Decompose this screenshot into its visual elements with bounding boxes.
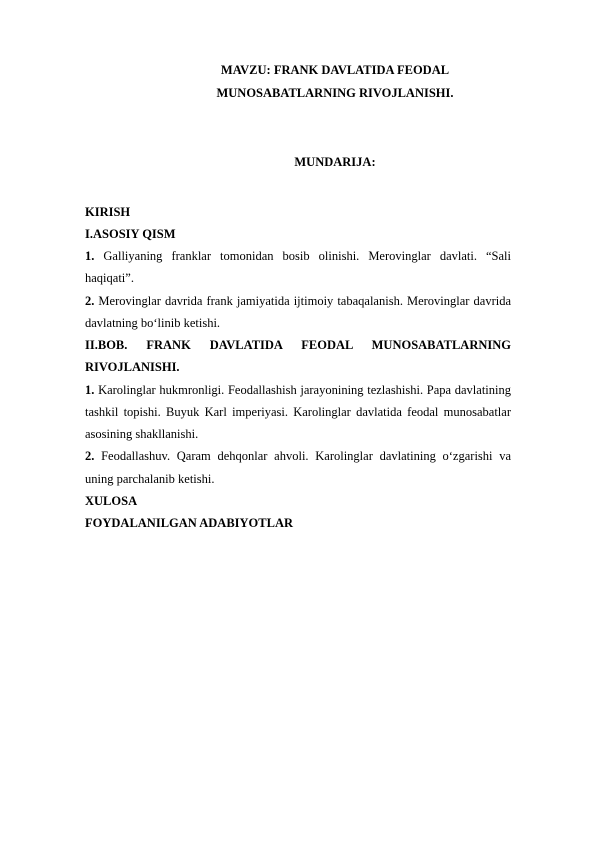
- toc-part1-heading: I.ASOSIY QISM: [85, 227, 176, 241]
- toc-item2-number: 2.: [85, 294, 95, 308]
- toc-item4-line2: uning parchalanib ketishi.: [85, 472, 215, 486]
- toc-item3-line3: asosining shakllanishi.: [85, 427, 199, 441]
- toc-item4-text: Feodallashuv. Qaram dehqonlar ahvoli. Karolinglar davlatining o‘zgarishi va: [101, 449, 512, 463]
- toc-item2-line2: davlatning bo‘linib ketishi.: [85, 316, 221, 330]
- toc-chapter2-line1: II.BOB. FRANK DAVLATIDA FEODAL MUNOSABATLARNING: [85, 338, 511, 352]
- contents-heading: MUNDARIJA:: [294, 155, 376, 169]
- toc-item1-text: Galliyaning franklar tomonidan bosib olinishi. Merovinglar davlati. “Sali: [103, 249, 511, 263]
- toc-references: FOYDALANILGAN ADABIYOTLAR: [85, 516, 294, 530]
- toc-chapter2-line2: RIVOJLANISHI.: [85, 360, 180, 374]
- toc-intro: KIRISH: [85, 205, 131, 219]
- toc-conclusion: XULOSA: [85, 494, 138, 508]
- toc-item4-line1: [85, 448, 511, 464]
- toc-item3-number: 1.: [85, 383, 95, 397]
- toc-item1-line2: haqiqati”.: [85, 271, 134, 285]
- toc-item1-number: 1.: [85, 249, 95, 263]
- toc-item2-text: Merovinglar davrida frank jamiyatida ijtimoiy tabaqalanish. Merovinglar davrida: [98, 294, 511, 308]
- page-title-line-2: MUNOSABATLARNING RIVOJLANISHI.: [216, 86, 454, 100]
- toc-item4-number: 2.: [85, 449, 95, 463]
- toc-item2-line1: [85, 293, 511, 309]
- toc-item3-text: Karolinglar hukmronligi. Feodallashish jarayonining tezlashishi. Papa davlatining: [98, 383, 512, 397]
- toc-item1-line1: [85, 248, 511, 264]
- page-title-line-1: MAVZU: FRANK DAVLATIDA FEODAL: [220, 63, 450, 77]
- toc-item3-line1: [85, 382, 511, 398]
- toc-item3-line2: tashkil topishi. Buyuk Karl imperiyasi. Karolinglar davlatida feodal munosabatlar: [85, 405, 511, 419]
